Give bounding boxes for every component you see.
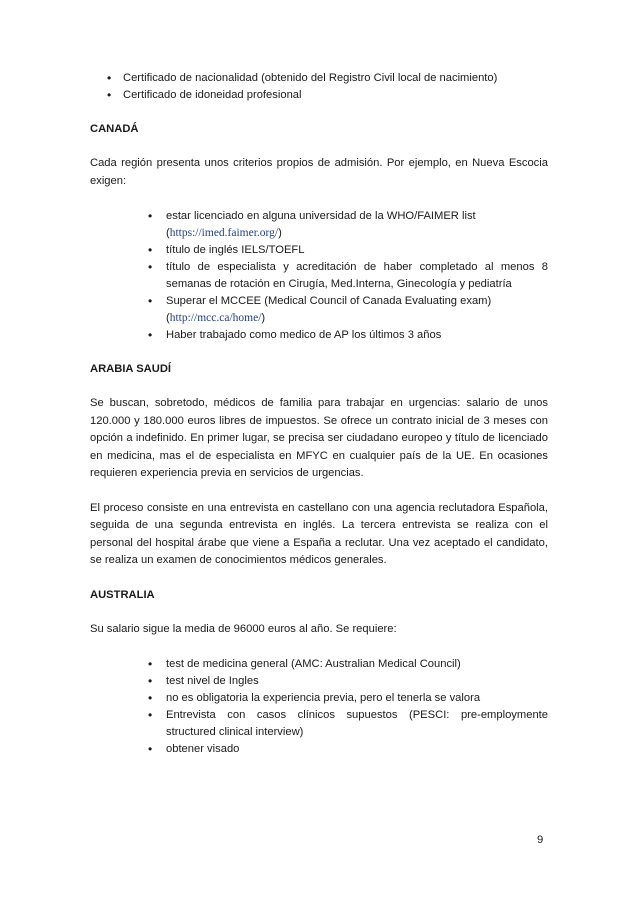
bullet-icon: •	[107, 88, 112, 102]
bullet-icon: •	[148, 742, 153, 756]
list-item: • estar licenciado en alguna universidad de la WHO/FAIMER list (https://imed.faimer.org/)	[148, 209, 476, 239]
bullet-icon: •	[148, 691, 153, 705]
list-item: • test nivel de Ingles	[148, 674, 259, 688]
bullet-icon: •	[148, 708, 153, 722]
bullet-icon: •	[148, 328, 153, 342]
australia-requirements-list	[148, 656, 548, 758]
bullet-icon: •	[148, 260, 153, 274]
page-number: 9	[537, 834, 544, 846]
bullet-icon: •	[148, 674, 153, 688]
list-item: • título de inglés IELS/TOEFL	[148, 243, 305, 257]
document-page	[90, 70, 548, 758]
section-heading-arabia: ARABIA SAUDÍ	[90, 363, 172, 375]
list-item: • Superar el MCCEE (Medical Council of Canada Evaluating exam) (http://mcc.ca/home/)	[148, 294, 492, 324]
section-heading-canada: CANADÁ	[90, 123, 139, 135]
list-item: • no es obligatoria la experiencia previa, pero el tenerla se valora	[148, 691, 481, 705]
list-item: • test de medicina general (AMC: Australian Medical Council)	[148, 657, 461, 671]
list-item: • obtener visado	[148, 742, 240, 756]
australia-intro: Su salario sigue la media de 96000 euros al año. Se requiere:	[90, 622, 397, 635]
bullet-icon: •	[148, 294, 153, 308]
bullet-icon: •	[107, 71, 112, 85]
bullet-icon: •	[148, 657, 153, 671]
bullet-icon: •	[148, 209, 153, 223]
list-item: • Haber trabajado como medico de AP los últimos 3 años	[148, 328, 442, 342]
arabia-paragraph-2: El proceso consiste en una entrevista en castellano con una agencia reclutadora Española, seguida de una segunda entrevista en inglés. La tercera entrevista se realiza con el personal del hospital árabe que viene a España a reclutar. Una vez aceptado el candidato, se realiza un examen de conocimientos médicos generales.	[90, 501, 548, 566]
arabia-paragraph-1: Se buscan, sobretodo, médicos de familia para trabajar en urgencias: salario de unos 120.000 y 180.000 euros libres de impuestos. Se ofrece un contrato inicial de 3 meses con opción a indefinido. En primer lugar, se precisa ser ciudadano europeo y título de licenciado en medicina, mas el de especialista en MFYC en cualquier país de la UE. En ocasiones requieren experiencia previa en servicios de urgencias.	[90, 397, 548, 479]
top-bullet-list	[90, 70, 548, 104]
list-item: • Certificado de nacionalidad (obtenido del Registro Civil local de nacimiento)	[107, 71, 498, 85]
list-item: • título de especialista y acreditación de haber completado al menos 8 semanas de rotación en Cirugía, Med.Interna, Ginecología y pediatría	[148, 260, 548, 290]
list-item: • Certificado de idoneidad profesional	[107, 88, 302, 102]
mcc-link[interactable]: http://mcc.ca/home/	[169, 312, 262, 324]
bullet-icon: •	[148, 243, 153, 257]
canada-intro: Cada región presenta unos criterios propios de admisión. Por ejemplo, en Nueva Escocia exigen:	[90, 157, 548, 187]
list-item: • Entrevista con casos clínicos supuestos (PESCI: pre-employmente structured clinical interview)	[148, 708, 548, 738]
faimer-link[interactable]: https://imed.faimer.org/	[169, 227, 279, 239]
section-heading-australia: AUSTRALIA	[90, 588, 155, 601]
canada-requirements-list	[148, 208, 548, 344]
